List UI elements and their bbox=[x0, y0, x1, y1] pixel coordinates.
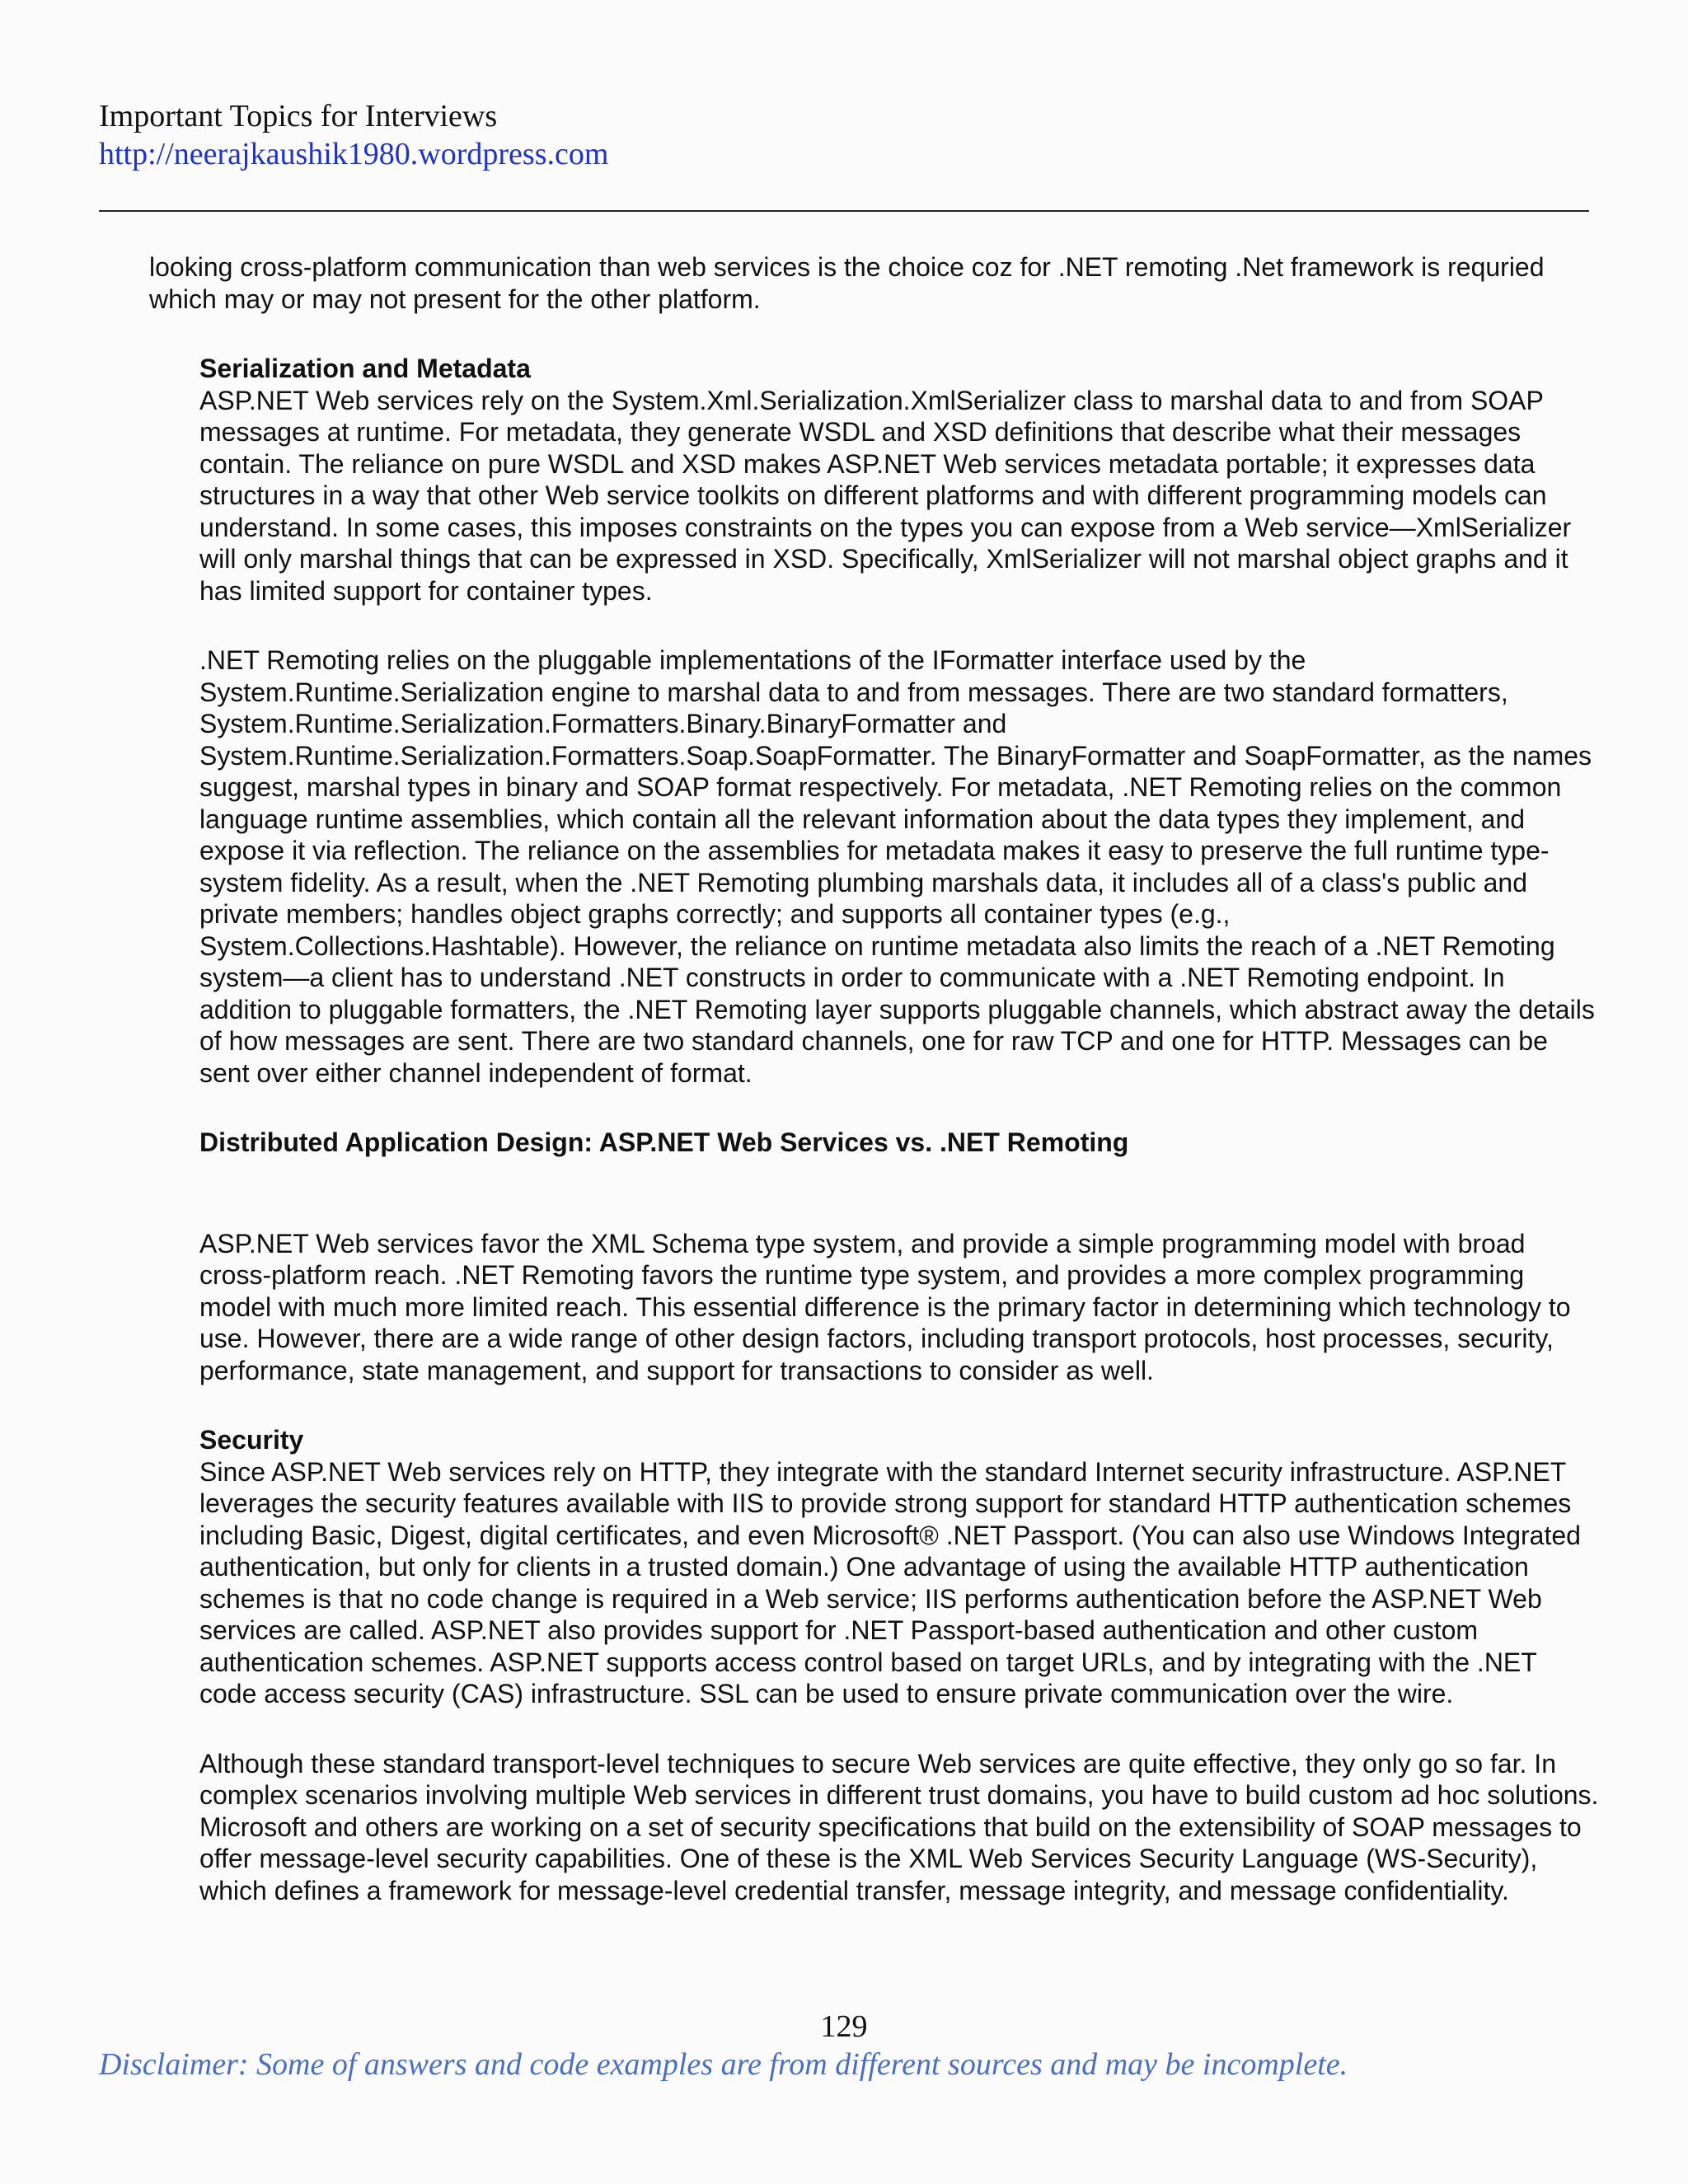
header-title: Important Topics for Interviews bbox=[99, 99, 498, 134]
header-divider bbox=[99, 210, 1589, 212]
page-header bbox=[99, 97, 608, 173]
serialization-paragraph-1: ASP.NET Web services rely on the System.Xml.Serialization.XmlSerializer class to marshal data to and from SOAP messages at runtime. For metadata, they generate WSDL and XSD definitions that describe what their messages contain. The reliance on pure WSDL and XSD makes ASP.NET Web services metadata portable; it expresses data structures in a way that other Web service toolkits on different platforms and with different programming models can understand. In some cases, this imposes constraints on the types you can expose from a Web service—XmlSerializer will only marshal things that can be expressed in XSD. Specifically, XmlSerializer will not marshal object graphs and it has limited support for container types. bbox=[199, 385, 1572, 606]
main-content bbox=[199, 353, 1601, 1944]
serialization-heading: Serialization and Metadata bbox=[199, 354, 531, 383]
design-paragraph-1: ASP.NET Web services favor the XML Schema type system, and provide a simple programming model with broad cross-platform reach. .NET Remoting favors the runtime type system, and provides a more complex programming model with much more limited reach. This essential difference is the primary factor in determining which technology to use. However, there are a wide range of other design factors, including transport protocols, host processes, security, performance, state management, and support for transactions to consider as well. bbox=[199, 1228, 1571, 1385]
header-url-link[interactable]: http://neerajkaushik1980.wordpress.com bbox=[99, 137, 609, 171]
design-heading: Distributed Application Design: ASP.NET Web Services vs. .NET Remoting bbox=[199, 1127, 1129, 1157]
intro-paragraph: looking cross-platform communication than web services is the choice coz for .NET remoting .Net framework is requried which may or may not present for the other platform. bbox=[149, 252, 1545, 314]
security-heading: Security bbox=[199, 1425, 304, 1455]
security-paragraph-2: Although these standard transport-level techniques to secure Web services are quite effective, they only go so far. In complex scenarios involving multiple Web services in different trust domains, you have to build custom ad hoc solutions. Microsoft and others are working on a set of security specifications that build on the extensibility of SOAP messages to offer message-level security capabilities. One of these is the XML Web Services Security Language (WS-Security), which defines a framework for message-level credential transfer, message integrity, and message confidentiality. bbox=[199, 1748, 1599, 1905]
security-paragraph-1: Since ASP.NET Web services rely on HTTP, they integrate with the standard Internet security infrastructure. ASP.NET leverages the security features available with IIS to provide strong support for standard HTTP authentication schemes including Basic, Digest, digital certificates, and even Microsoft® .NET Passport. (You can also use Windows Integrated authentication, but only for clients in a trusted domain.) One advantage of using the available HTTP authentication schemes is that no code change is required in a Web service; IIS performs authentication before the ASP.NET Web services are called. ASP.NET also provides support for .NET Passport-based authentication and other custom authentication schemes. ASP.NET supports access control based on target URLs, and by integrating with the .NET code access security (CAS) infrastructure. SSL can be used to ensure private communication over the wire. bbox=[199, 1456, 1581, 1708]
footer-disclaimer: Disclaimer: Some of answers and code examples are from different sources and may be incomplete. bbox=[99, 2047, 1348, 2082]
serialization-paragraph-2: .NET Remoting relies on the pluggable implementations of the IFormatter interface used by the System.Runtime.Serialization engine to marshal data to and from messages. There are two standard formatters, System.Runtime.Serialization.Formatters.Binary.BinaryFormatter and System.Runtime.Serialization.Formatters.Soap.SoapFormatter. The BinaryFormatter and SoapFormatter, as the names suggest, marshal types in binary and SOAP format respectively. For metadata, .NET Remoting relies on the common language runtime assemblies, which contain all the relevant information about the data types they implement, and expose it via reflection. The reliance on the assemblies for metadata makes it easy to preserve the full runtime type-system fidelity. As a result, when the .NET Remoting plumbing marshals data, it includes all of a class's public and private members; handles object graphs correctly; and supports all container types (e.g., System.Collections.Hashtable). However, the reliance on runtime metadata also limits the reach of a .NET Remoting system—a client has to understand .NET constructs in order to communicate with a .NET Remoting endpoint. In addition to pluggable formatters, the .NET Remoting layer supports pluggable channels, which abstract away the details of how messages are sent. There are two standard channels, one for raw TCP and one for HTTP. Messages can be sent over either channel independent of format. bbox=[199, 645, 1595, 1088]
page-number: 129 bbox=[820, 2009, 868, 2044]
